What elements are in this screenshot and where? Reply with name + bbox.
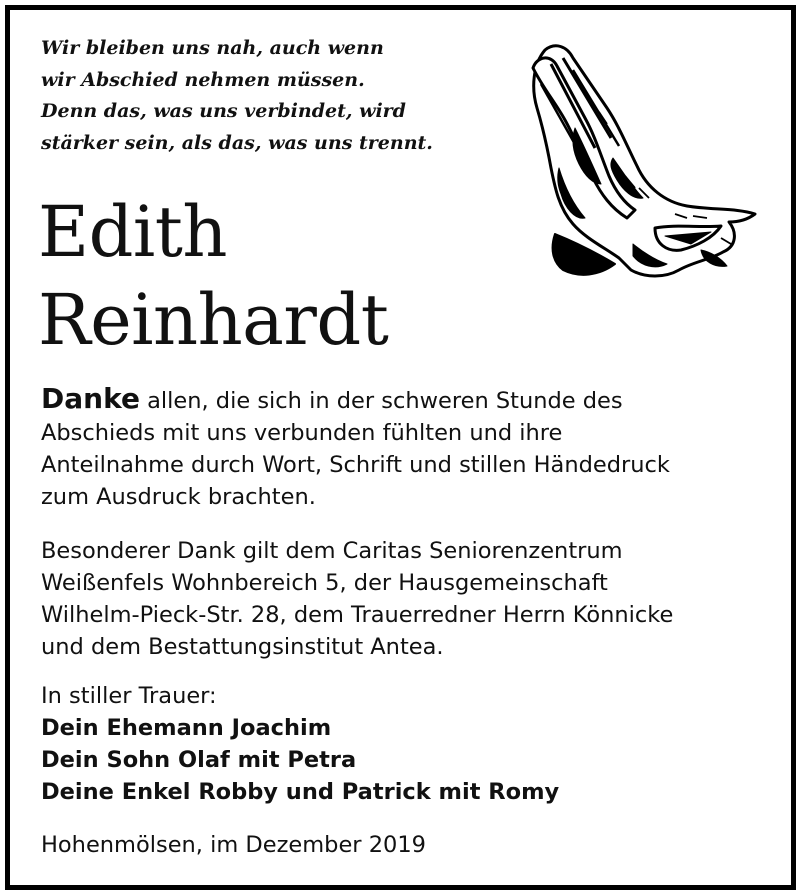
thanks-line: zum Ausdruck brachten. [41,484,316,510]
quote-line: stärker sein, als das, was uns trennt. [41,131,433,154]
special-thanks-paragraph [41,535,761,663]
place-date: Hohenmölsen, im Dezember 2019 [41,832,426,858]
thanks-line-rest: allen, die sich in der schweren Stunde des [139,388,623,414]
thanks-word: Danke [41,382,140,415]
thanks-line: Anteilnahme durch Wort, Schrift und stillen Händedruck [41,452,670,478]
mourner-name: Dein Ehemann Joachim [41,715,332,741]
quote-line: Denn das, was uns verbindet, wird [41,100,406,122]
special-thanks-line: Weißenfels Wohnbereich 5, der Hausgemeinschaft [41,570,608,596]
special-thanks-line: Wilhelm-Pieck-Str. 28, dem Trauerredner Herrn Könnicke [41,602,674,628]
quote-line: Wir bleiben uns nah, auch wenn [41,37,384,59]
memorial-quote [41,33,511,159]
special-thanks-line: und dem Bestattungsinstitut Antea. [41,634,444,660]
mourner-name: Deine Enkel Robby und Patrick mit Romy [41,779,560,805]
mourners-block [41,680,761,808]
first-name: Edith [38,191,228,273]
quote-line: wir Abschied nehmen müssen. [41,68,365,91]
special-thanks-line: Besonderer Dank gilt dem Caritas Seniorenzentrum [41,538,623,564]
praying-hands-icon [515,38,765,288]
thanks-line: Abschieds mit uns verbunden fühlten und ihre [41,420,563,446]
thanks-paragraph [41,383,761,513]
mourners-intro: In stiller Trauer: [41,683,217,709]
last-name: Reinhardt [38,279,389,361]
deceased-name [38,188,388,364]
mourner-name: Dein Sohn Olaf mit Petra [41,747,357,773]
thanks-line [41,383,761,417]
